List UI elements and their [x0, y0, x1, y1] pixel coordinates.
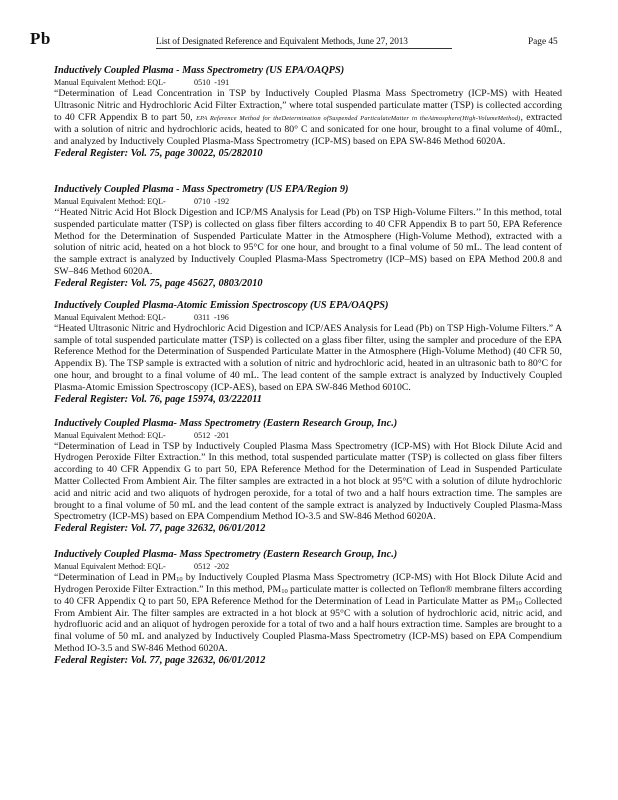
method-description: ‘‘Heated Nitric Acid Hot Block Digestion and ICP/MS Analysis for Lead (Pb) on TSP High-Volume Filters.’’ In this method, total suspended particulate matter (TSP) is collected on glass fiber filters according to 40 CFR Appendix B to part 50, EPA Reference Method for the Determination of Suspended Particulate Matter in the Atmosphere (High-Volume Method), extracted with a solution of nitric acid, heated on a hot block to 95°C for one hour, and brought to a final volume of 50 mL. The lead content of the sample extract is analyzed by Inductively Coupled Plasma-Mass Spectrometry (ICP–MS) based on EPA Method 200.8 and SW–846 Method 6020A.: [54, 206, 562, 277]
description-italic: EPA Reference Method for theDetermination ofSuspended ParticulateMatter in theAtmosphere(High-VolumeMethod): [196, 114, 521, 122]
method-prefix: Manual Equivalent Method: EQL-: [54, 312, 166, 322]
federal-register: Federal Register: Vol. 75, page 30022, 05/282010: [54, 147, 263, 159]
method-entry: [54, 300, 562, 406]
method-code: 0510 -191: [194, 78, 230, 87]
description-text: by Inductively Coupled Plasma Mass Spectrometry (ICP-MS) with Hot Block Dilute Acid and Hydrogen Peroxide Filter Extraction.” In this method, PM: [54, 572, 562, 595]
method-title: Inductively Coupled Plasma - Mass Spectrometry (US EPA/Region 9): [54, 183, 349, 195]
method-designation: [54, 196, 562, 207]
method-title: Inductively Coupled Plasma- Mass Spectrometry (Eastern Research Group, Inc.): [54, 417, 398, 429]
subscript: 10: [281, 587, 288, 595]
method-designation: [54, 77, 562, 88]
federal-register: Federal Register: Vol. 75, page 45627, 0803/2010: [54, 277, 263, 289]
method-designation: [54, 430, 562, 441]
description-text: particulate matter is collected on Teflon® membrane filters according to 40 CFR Appendix Q to part 50, EPA Reference Method for the Determination of Lead in Particulate Matter as PM: [54, 583, 562, 607]
method-description: “Heated Ultrasonic Nitric and Hydrochloric Acid Digestion and ICP/AES Analysis for Lead (Pb) on TSP High-Volume Filters.” A sample of total suspended particulate matter (TSP) is collected on a glass fiber filter, using the sampler and procedure of the EPA Reference Method for the Determination of Suspended Particulate Matter in the Atmosphere (High-Volume Method) (40 CFR 50, Appendix B). The TSP sample is extracted with a solution of nitric and hydrochloric acid, heated in an ultrasonic bath to 80°C for one hour, and brought to a final volume of 40 mL. The lead content of the sample extract is analyzed by Inductively Coupled Plasma-Atomic Emission Spectroscopy (ICP-AES), based on EPA SW-846 Method 6010C.: [54, 322, 562, 393]
method-title: Inductively Coupled Plasma-Atomic Emission Spectroscopy (US EPA/OAQPS): [54, 299, 389, 311]
method-title: Inductively Coupled Plasma- Mass Spectrometry (Eastern Research Group, Inc.): [54, 549, 398, 561]
method-entry: [54, 184, 562, 290]
federal-register: Federal Register: Vol. 77, page 32632, 06/01/2012: [54, 654, 266, 666]
description-text: “Determination of Lead in PM: [54, 572, 177, 584]
method-designation: [54, 561, 562, 572]
element-symbol: Pb: [30, 29, 51, 48]
method-prefix: Manual Equivalent Method: EQL-: [54, 430, 166, 440]
subscript: 10: [176, 576, 183, 584]
method-code: 0311 -196: [194, 312, 229, 322]
method-prefix: Manual Equivalent Method: EQL-: [54, 562, 166, 572]
page-header: [0, 0, 618, 60]
method-prefix: Manual Equivalent Method: EQL-: [54, 196, 166, 206]
method-title: Inductively Coupled Plasma - Mass Spectrometry (US EPA/OAQPS): [54, 65, 345, 76]
federal-register: Federal Register: Vol. 77, page 32632, 06/01/2012: [54, 523, 266, 535]
method-description: [54, 572, 562, 655]
page-number: Page 45: [528, 37, 558, 47]
description-text: “Determination of Lead Concentration in TSP by Inductively Coupled Plasma Mass Spectrometry (ICP-MS) with Heated Ultrasonic Nitric and Hydrochloric Acid Filter Extraction,” where total suspended particulate matter (TSP) is collected according to 40 CFR Appendix B to part 50,: [54, 88, 562, 123]
description-text: Collected From Ambient Air. The filter samples are extracted in a hot block at 95°C with a solution of hydrochloric acid, nitric acid, and hydrofluoric acid and an aliquot of hydrogen peroxide for a total of two and a half hours extraction time. Samples are brought to a final volume of 50 mL and analyzed by Inductively Coupled Plasma-Mass Spectrometry (ICP-MS) based on EPA Compendium Method IO-3.5 and SW-846 Method 6020A.: [54, 595, 562, 654]
document-title: List of Designated Reference and Equivalent Methods, June 27, 2013: [156, 37, 408, 47]
method-designation: [54, 312, 562, 323]
method-prefix: Manual Equivalent Method: EQL-: [54, 78, 166, 87]
method-entry: [54, 549, 562, 667]
header-rule: [156, 48, 452, 49]
method-entry: [54, 418, 562, 536]
method-description: “Determination of Lead in TSP by Inductively Coupled Plasma Mass Spectrometry (ICP-MS) with Hot Block Dilute Acid and Hydrogen Peroxide Filter Extraction.” In this method, total suspended particulate matter (TSP) is collected on glass fiber filters according to 40 CFR Appendix G to part 50, EPA Reference Method for the Determination of Lead in Suspended Particulate Matter Collected From Ambient Air. The filter samples are extracted in a hot block at 95°C with a solution of dilute hydrochloric acid and nitric acid and two aliquots of hydrogen peroxide, for a total of two and a half hours extraction time. The samples are brought to a final volume of 50 mL and the lead content of the sample extract is analyzed by Inductively Coupled Plasma-Mass Spectrometry (ICP-MS) based on EPA Compendium Method IO-3.5 and SW-846 Method 6020A.: [54, 440, 562, 523]
method-entry: [54, 65, 562, 160]
method-list: [54, 65, 562, 681]
method-code: 0512 -202: [194, 562, 230, 572]
description-text: , extracted with a solution of nitric and hydrochloric acids, heated to 80° C and sonicated for one hour, brought to a final volume of 40mL, and analyzed by Inductively Coupled Plasma-Mass Spectrometry (ICP-MS) based on EPA SW-846 Method 6020A.: [54, 111, 562, 148]
method-code: 0710 -192: [194, 196, 230, 206]
subscript: 10: [515, 599, 522, 607]
method-code: 0512 -201: [194, 430, 230, 440]
method-description: [54, 88, 562, 148]
federal-register: Federal Register: Vol. 76, page 15974, 03/222011: [54, 393, 262, 405]
